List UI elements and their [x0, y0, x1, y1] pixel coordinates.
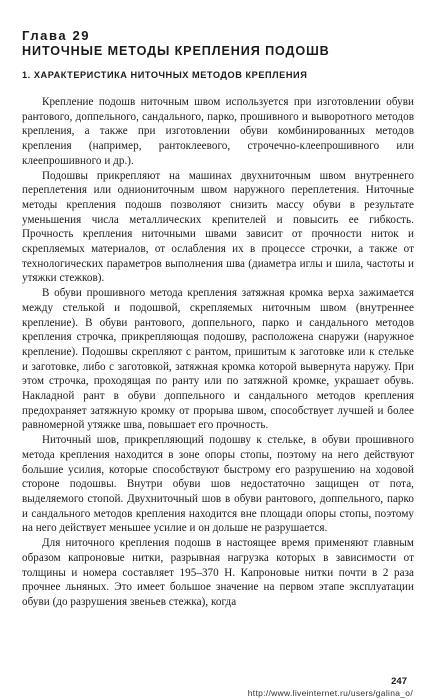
paragraph: Для ниточного крепления подошв в настоящее время применяют главным образом капроновые нитки, разрывная нагрузка которых в зависимости от толщины и номера составляет 195–370 Н. Капроновые нитки почти в 2 раза прочнее льняных. Это имеет большое значение на первом этапе эксплуатации обуви (до разрушения звеньев стежка), когда — [22, 537, 414, 608]
section-heading: 1. ХАРАКТЕРИСТИКА НИТОЧНЫХ МЕТОДОВ КРЕПЛЕНИЯ — [22, 70, 308, 80]
chapter-title: НИТОЧНЫЕ МЕТОДЫ КРЕПЛЕНИЯ ПОДОШВ — [22, 44, 330, 58]
body-text — [22, 95, 414, 610]
watermark-url: http://www.liveinternet.ru/users/galina_o/ — [247, 688, 413, 698]
paragraph: Крепление подошв ниточным швом используется при изготовлении обуви рантового, доппельного, сандального, парко, прошивного и выворотного методов крепления, а также при изготовлении обуви комбинированных методов крепления (например, рантоклеевого, строчечно-клеепрошивного или клеепрошивного и др.). — [22, 96, 414, 167]
paragraph: Ниточный шов, прикрепляющий подошву к стельке, в обуви прошивного метода крепления находится в зоне опоры стопы, поэтому на него действуют большие усилия, которые способствуют быстрому его разрушению на ходовой стороне подошвы. Внутри обуви шов недостаточно защищен от пота, выделяемого стопой. Двухниточный шов в обуви рантового, доппельного, парко и сандального методов крепления находится вне площади опоры стопы, поэтому на него действует меньшее усилие и он дольше не разрушается. — [22, 434, 414, 535]
paragraph: Подошвы прикрепляют на машинах двухниточным швом внутреннего переплетения или одниониточным швом наружного переплетения. Ниточные методы крепления подошв позволяют снизить массу обуви в результате уменьшения числа металлических крепителей и повысить ее гибкость. Прочность крепления ниточными швами зависит от прочности ниток и скрепляемых материалов, от ослабления их в процессе строчки, а также от технологических параметров выполнения шва (диаметра иглы и шила, частоты и утяжки стежков). — [22, 169, 414, 285]
page-number: 247 — [391, 676, 407, 687]
chapter-heading: Глава 29 — [22, 28, 91, 43]
paragraph: В обуви прошивного метода крепления затяжная кромка верха зажимается между стелькой и подошвой, скрепляемых ниточным швом (внутреннее крепление). В обуви рантового, доппельного, парко и сандального методов крепления строчка, прикрепляющая подошву, расположена снаружи (наружное крепление). Подошвы скрепляют с рантом, пришитым к заготовке или к стельке и заготовке, либо с заготовкой, затяжная кромка которой вывернута наружу. При этом строчка, проходящая по ранту или по затяжной кромке, украшает обувь. Накладной рант в обуви доппельного и сандального методов крепления предохраняет затяжную кромку от прорыва швом, способствует лучшей и более равномерной утяжке шва, повышает его прочность. — [22, 287, 414, 432]
